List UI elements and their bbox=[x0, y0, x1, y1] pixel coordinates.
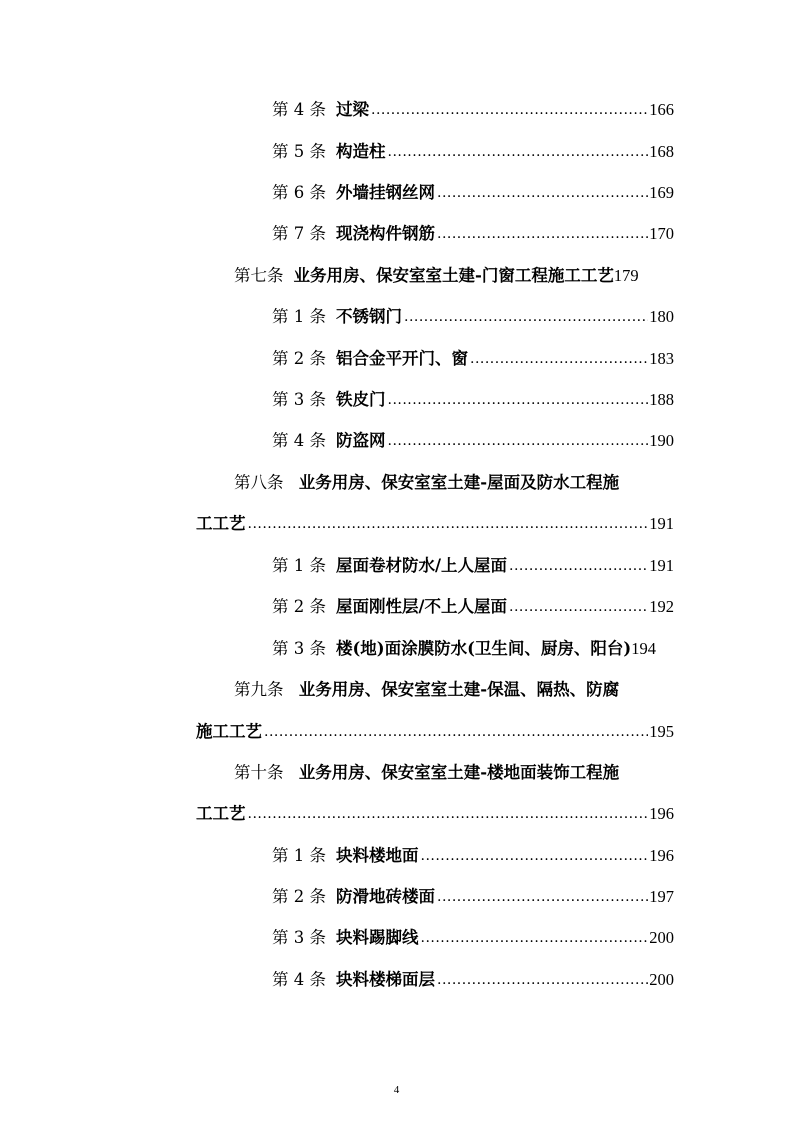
toc-entry-label: 第 5 条 bbox=[272, 142, 326, 161]
toc-entry[interactable] bbox=[272, 884, 674, 910]
toc-entry[interactable] bbox=[272, 925, 674, 951]
dot-leader bbox=[388, 393, 649, 407]
toc-entry-continuation[interactable] bbox=[196, 801, 674, 827]
toc-entry-page: 194 bbox=[631, 639, 656, 658]
dot-leader bbox=[248, 807, 649, 821]
toc-entry-title: 楼(地)面涂膜防水(卫生间、厨房、阳台) bbox=[336, 639, 632, 658]
dot-leader bbox=[248, 517, 649, 531]
toc-chapter-entry[interactable] bbox=[234, 470, 674, 496]
toc-entry-title: 屋面卷材防水/上人屋面 bbox=[336, 556, 508, 575]
toc-entry[interactable] bbox=[272, 967, 674, 993]
toc-entry-title: 现浇构件钢筋 bbox=[336, 224, 435, 243]
page-number: 4 bbox=[393, 1084, 400, 1096]
toc-entry-title: 铁皮门 bbox=[336, 390, 386, 409]
toc-entry[interactable] bbox=[272, 636, 674, 662]
toc-entry-title: 块料踢脚线 bbox=[336, 928, 419, 947]
dot-leader bbox=[421, 849, 649, 863]
toc-entry-label: 第八条 bbox=[234, 473, 284, 492]
dot-leader bbox=[509, 600, 648, 614]
dot-leader bbox=[421, 931, 649, 945]
toc-entry-label: 第 6 条 bbox=[272, 183, 326, 202]
dot-leader bbox=[437, 186, 648, 200]
toc-entry-page: 197 bbox=[649, 887, 674, 906]
dot-leader bbox=[437, 227, 648, 241]
toc-entry[interactable] bbox=[272, 553, 674, 579]
toc-entry-title: 不锈钢门 bbox=[336, 307, 402, 326]
toc-entry[interactable] bbox=[272, 97, 674, 123]
toc-entry-title: 业务用房、保安室室土建-楼地面装饰工程施 bbox=[298, 763, 620, 782]
toc-entry-page: 200 bbox=[649, 970, 674, 989]
toc-entry-title: 块料楼梯面层 bbox=[336, 970, 435, 989]
dot-leader bbox=[388, 434, 649, 448]
dot-leader bbox=[437, 890, 648, 904]
toc-entry-label: 第 4 条 bbox=[272, 970, 326, 989]
toc-entry[interactable] bbox=[272, 221, 674, 247]
toc-entry-label: 第 4 条 bbox=[272, 431, 326, 450]
toc-entry-title: 外墙挂钢丝网 bbox=[336, 183, 435, 202]
toc-entry-title: 业务用房、保安室室土建-屋面及防水工程施 bbox=[298, 473, 620, 492]
toc-entry-title: 过梁 bbox=[336, 100, 369, 119]
toc-entry[interactable] bbox=[272, 180, 674, 206]
toc-entry-continuation[interactable] bbox=[196, 719, 674, 745]
toc-entry-page: 192 bbox=[649, 597, 674, 616]
dot-leader bbox=[437, 973, 648, 987]
toc-entry-page: 168 bbox=[649, 142, 674, 161]
toc-entry-page: 166 bbox=[649, 100, 674, 119]
toc-entry[interactable] bbox=[272, 843, 674, 869]
toc-entry-title: 屋面刚性层/不上人屋面 bbox=[336, 597, 508, 616]
toc-entry-title: 构造柱 bbox=[336, 142, 386, 161]
toc-entry-label: 第 3 条 bbox=[272, 390, 326, 409]
toc-entry-page: 195 bbox=[649, 722, 674, 741]
toc-entry-label: 第十条 bbox=[234, 763, 284, 782]
dot-leader bbox=[404, 310, 648, 324]
toc-entry-page: 188 bbox=[649, 390, 674, 409]
dot-leader bbox=[388, 145, 649, 159]
toc-entry-title: 铝合金平开门、窗 bbox=[336, 349, 468, 368]
toc-entry[interactable] bbox=[272, 428, 674, 454]
toc-entry-title: 工工艺 bbox=[196, 514, 246, 533]
toc-entry[interactable] bbox=[272, 594, 674, 620]
toc-chapter-entry[interactable] bbox=[234, 263, 674, 289]
toc-entry-page: 191 bbox=[649, 514, 674, 533]
toc-entry-label: 第七条 bbox=[234, 266, 284, 285]
toc-entry-page: 191 bbox=[649, 556, 674, 575]
toc-entry-label: 第 3 条 bbox=[272, 928, 326, 947]
toc-entry-label: 第 2 条 bbox=[272, 597, 326, 616]
toc-entry-page: 170 bbox=[649, 224, 674, 243]
toc-entry-page: 183 bbox=[649, 349, 674, 368]
toc-entry-label: 第九条 bbox=[234, 680, 284, 699]
dot-leader bbox=[509, 559, 648, 573]
toc-chapter-entry[interactable] bbox=[234, 760, 674, 786]
toc-entry-page: 196 bbox=[649, 846, 674, 865]
toc-entry-page: 200 bbox=[649, 928, 674, 947]
toc-entry-label: 第 1 条 bbox=[272, 846, 326, 865]
toc-entry-page: 196 bbox=[649, 804, 674, 823]
toc-entry-page: 190 bbox=[649, 431, 674, 450]
toc-chapter-entry[interactable] bbox=[234, 677, 674, 703]
toc-entry-label: 第 2 条 bbox=[272, 887, 326, 906]
toc-entry[interactable] bbox=[272, 346, 674, 372]
dot-leader bbox=[371, 103, 648, 117]
toc-entry-page: 179 bbox=[613, 266, 639, 285]
toc-entry[interactable] bbox=[272, 304, 674, 330]
toc-entry-label: 第 7 条 bbox=[272, 224, 326, 243]
toc-entry[interactable] bbox=[272, 139, 674, 165]
toc-entry-label: 第 1 条 bbox=[272, 307, 326, 326]
toc-entry-title: 业务用房、保安室室土建-门窗工程施工工艺 bbox=[293, 266, 614, 285]
toc-entry-label: 第 4 条 bbox=[272, 100, 326, 119]
toc-entry-continuation[interactable] bbox=[196, 511, 674, 537]
toc-entry-label: 第 2 条 bbox=[272, 349, 326, 368]
toc-entry-title: 工工艺 bbox=[196, 804, 246, 823]
dot-leader bbox=[470, 352, 648, 366]
toc-entry-title: 防滑地砖楼面 bbox=[336, 887, 435, 906]
toc-entry-page: 169 bbox=[649, 183, 674, 202]
toc-entry[interactable] bbox=[272, 387, 674, 413]
toc-entry-title: 业务用房、保安室室土建-保温、隔热、防腐 bbox=[298, 680, 620, 699]
toc-entry-page: 180 bbox=[649, 307, 674, 326]
toc-entry-title: 块料楼地面 bbox=[336, 846, 419, 865]
toc-entry-label: 第 1 条 bbox=[272, 556, 326, 575]
toc-entry-title: 防盗网 bbox=[336, 431, 386, 450]
toc-entry-title: 施工工艺 bbox=[196, 722, 262, 741]
toc-entry-label: 第 3 条 bbox=[272, 639, 326, 658]
dot-leader bbox=[264, 725, 648, 739]
